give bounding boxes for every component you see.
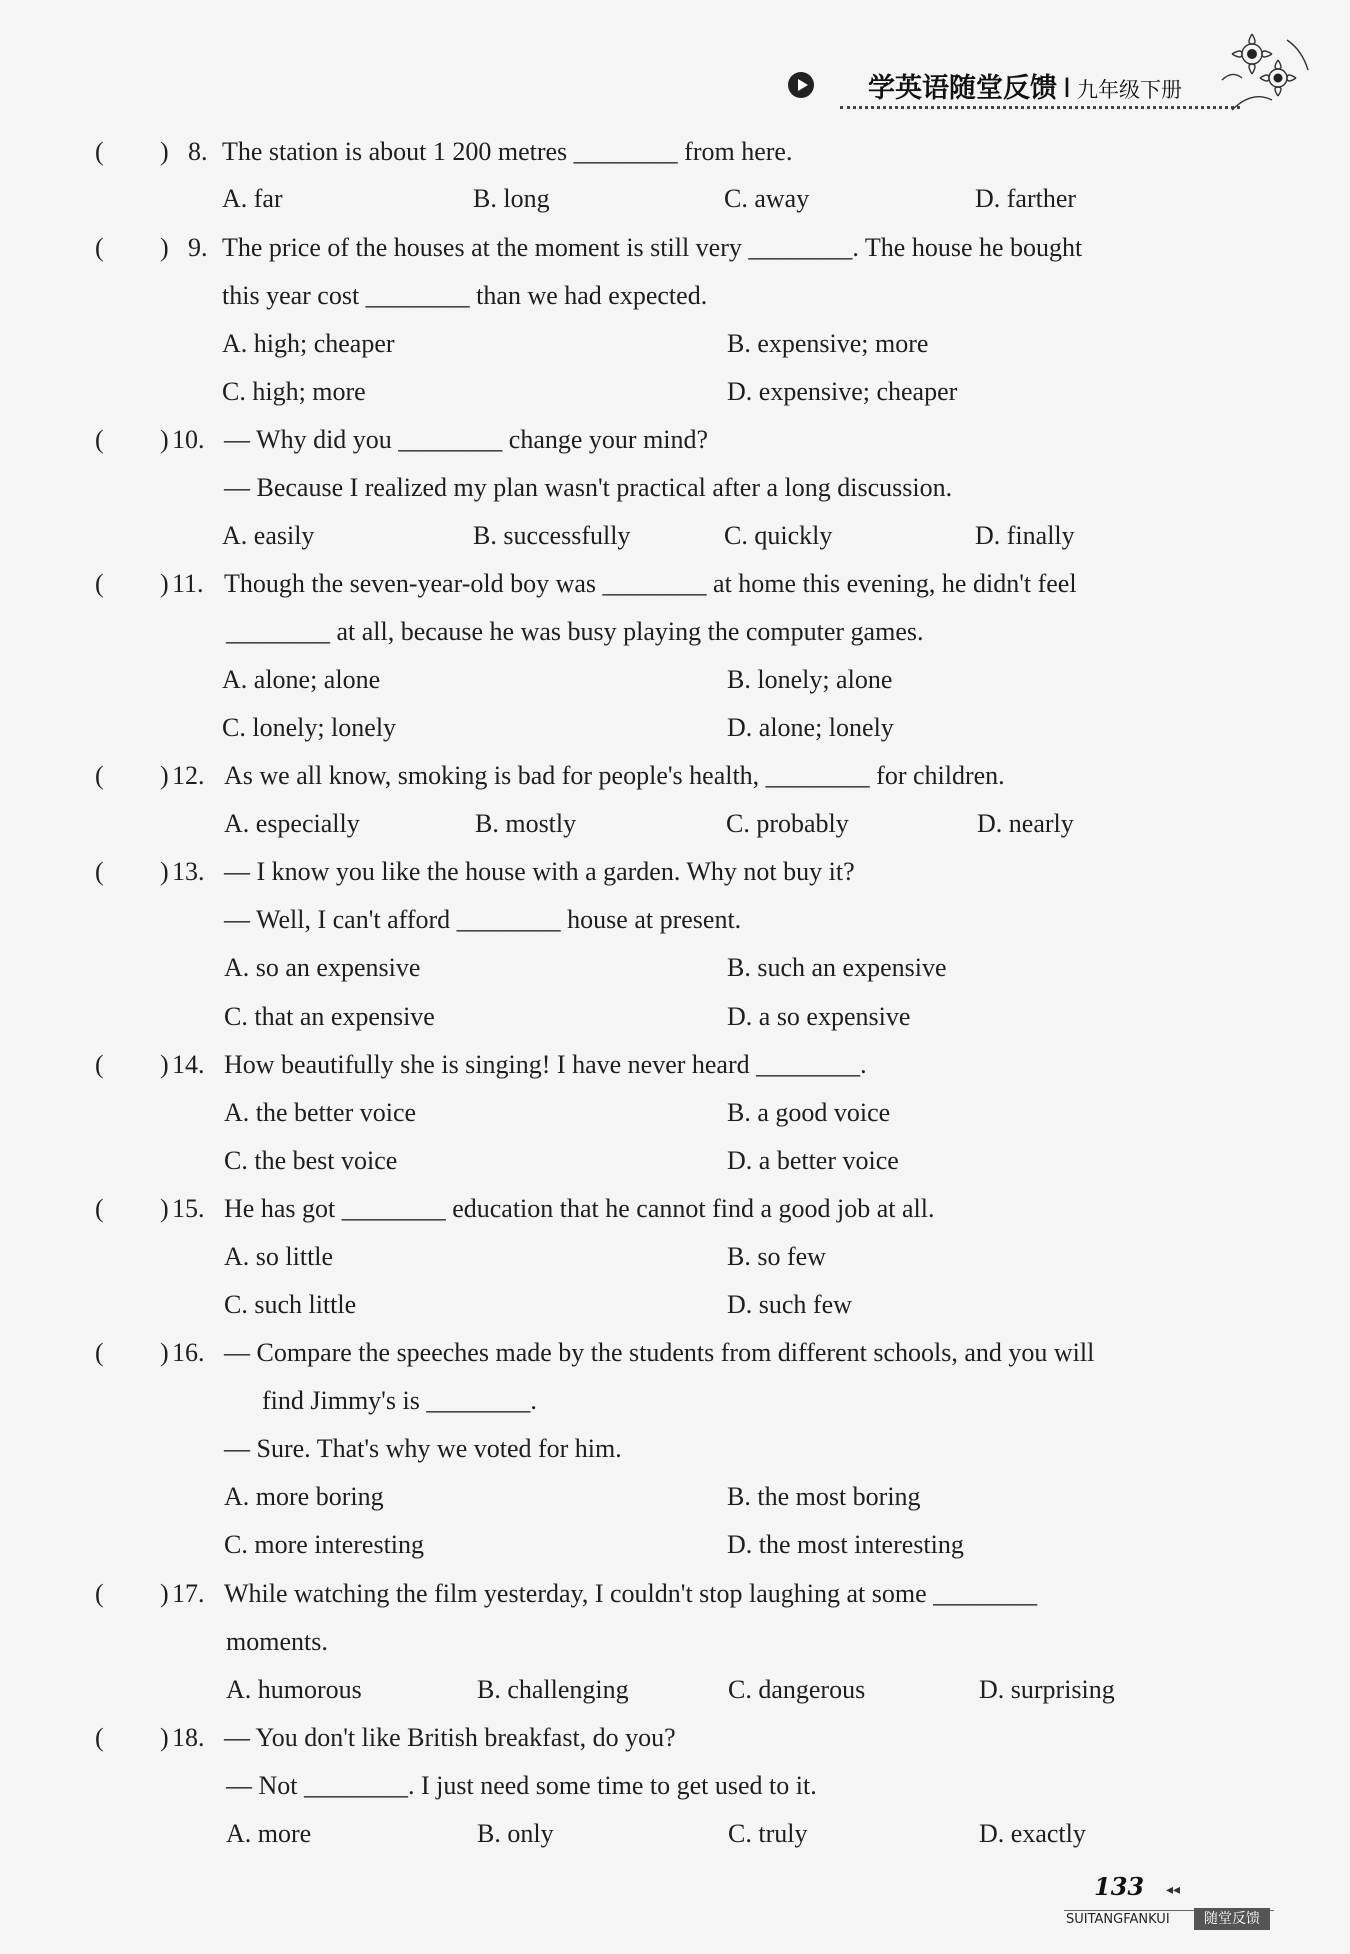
question-8 (0, 128, 1350, 176)
question-13 (0, 848, 1350, 896)
question-18 (0, 1714, 1350, 1762)
option-b[interactable]: B. a good voice (727, 1098, 891, 1127)
question-stem: — I know you like the house with a garden. Why not buy it? (224, 857, 855, 886)
option-b[interactable]: B. successfully (473, 521, 631, 550)
question-number: 10. (172, 425, 205, 454)
answer-blank-close: ) (160, 425, 169, 454)
option-d[interactable]: D. a better voice (727, 1146, 899, 1175)
question-number: 15. (172, 1194, 205, 1223)
question-stem: As we all know, smoking is bad for people's health, ________ for children. (224, 761, 1005, 790)
option-d[interactable]: D. finally (975, 521, 1075, 550)
question-number: 8. (188, 137, 208, 166)
play-icon (788, 72, 814, 98)
answer-blank-close: ) (160, 233, 169, 262)
answer-blank-close: ) (160, 1338, 169, 1367)
question-number: 16. (172, 1338, 205, 1367)
question-stem: — Compare the speeches made by the students from different schools, and you will (224, 1338, 1095, 1367)
page-header (780, 58, 1250, 118)
option-a[interactable]: A. high; cheaper (222, 329, 395, 358)
question-stem: — Why did you ________ change your mind? (224, 425, 709, 454)
question-17 (0, 1570, 1350, 1618)
option-b[interactable]: B. lonely; alone (727, 665, 893, 694)
answer-blank-close: ) (160, 569, 169, 598)
option-a[interactable]: A. so little (224, 1242, 334, 1271)
option-b[interactable]: B. only (477, 1819, 554, 1848)
option-d[interactable]: D. farther (975, 184, 1077, 213)
option-c[interactable]: C. the best voice (224, 1146, 398, 1175)
option-d[interactable]: D. expensive; cheaper (727, 377, 958, 406)
grade-subtitle: 九年级下册 (1076, 78, 1182, 102)
question-11 (0, 560, 1350, 608)
option-c[interactable]: C. away (724, 184, 810, 213)
answer-blank-close: ) (160, 857, 169, 886)
question-stem: The station is about 1 200 metres ________ from here. (222, 137, 793, 166)
question-9 (0, 224, 1350, 272)
question-number: 13. (172, 857, 205, 886)
question-continuation: — Because I realized my plan wasn't practical after a long discussion. (224, 473, 953, 502)
option-d[interactable]: D. the most interesting (727, 1530, 964, 1559)
option-c[interactable]: C. truly (728, 1819, 808, 1848)
footer-tag: 随堂反馈 (1194, 1908, 1270, 1930)
question-number: 12. (172, 761, 205, 790)
option-c[interactable]: C. such little (224, 1290, 357, 1319)
question-continuation: this year cost ________ than we had expected. (222, 281, 708, 310)
answer-blank-close: ) (160, 1050, 169, 1079)
question-stem: While watching the film yesterday, I couldn't stop laughing at some ________ (224, 1579, 1038, 1608)
answer-blank-open[interactable]: ( (95, 1194, 104, 1223)
option-d[interactable]: D. nearly (977, 809, 1074, 838)
answer-blank-open[interactable]: ( (95, 1338, 104, 1367)
option-a[interactable]: A. so an expensive (224, 953, 421, 982)
answer-blank-open[interactable]: ( (95, 425, 104, 454)
question-10 (0, 416, 1350, 464)
option-a[interactable]: A. alone; alone (222, 665, 381, 694)
option-c[interactable]: C. lonely; lonely (222, 713, 397, 742)
answer-blank-close: ) (160, 137, 169, 166)
option-d[interactable]: D. exactly (979, 1819, 1086, 1848)
question-continuation: — Sure. That's why we voted for him. (224, 1434, 622, 1463)
option-d[interactable]: D. alone; lonely (727, 713, 894, 742)
answer-blank-open[interactable]: ( (95, 1723, 104, 1752)
option-a[interactable]: A. easily (222, 521, 315, 550)
question-14 (0, 1041, 1350, 1089)
question-number: 17. (172, 1579, 205, 1608)
question-continuation: moments. (226, 1627, 328, 1656)
option-a[interactable]: A. especially (224, 809, 360, 838)
answer-blank-close: ) (160, 1723, 169, 1752)
question-stem: — You don't like British breakfast, do you? (224, 1723, 676, 1752)
answer-blank-open[interactable]: ( (95, 137, 104, 166)
question-15 (0, 1185, 1350, 1233)
option-a[interactable]: A. more (226, 1819, 312, 1848)
option-b[interactable]: B. expensive; more (727, 329, 929, 358)
question-16 (0, 1329, 1350, 1377)
option-a[interactable]: A. more boring (224, 1482, 384, 1511)
brand-name: 学英语随堂反馈 (868, 73, 1057, 104)
question-stem: Though the seven-year-old boy was ________ at home this evening, he didn't feel (224, 569, 1077, 598)
book-title (868, 66, 1182, 105)
option-b[interactable]: B. mostly (475, 809, 577, 838)
option-c[interactable]: C. dangerous (728, 1675, 866, 1704)
question-12 (0, 752, 1350, 800)
question-number: 9. (188, 233, 208, 262)
option-b[interactable]: B. so few (727, 1242, 826, 1271)
option-a[interactable]: A. far (222, 184, 283, 213)
question-continuation: — Well, I can't afford ________ house at present. (224, 905, 742, 934)
option-b[interactable]: B. such an expensive (727, 953, 947, 982)
arrow-icon: ◂◂ (1166, 1883, 1181, 1898)
title-separator: I (1063, 73, 1071, 104)
question-stem: How beautifully she is singing! I have never heard ________. (224, 1050, 867, 1079)
answer-blank-open[interactable]: ( (95, 1050, 104, 1079)
answer-blank-open[interactable]: ( (95, 233, 104, 262)
option-c[interactable]: C. high; more (222, 377, 366, 406)
question-stem: The price of the houses at the moment is still very ________. The house he bought (222, 233, 1083, 262)
answer-blank-open[interactable]: ( (95, 1579, 104, 1608)
option-d[interactable]: D. such few (727, 1290, 852, 1319)
page-number: 133 (1094, 1872, 1145, 1901)
header-dotted-rule (840, 106, 1240, 109)
question-continuation: ________ at all, because he was busy playing the computer games. (226, 617, 924, 646)
answer-blank-open[interactable]: ( (95, 761, 104, 790)
option-c[interactable]: C. quickly (724, 521, 833, 550)
question-continuation: find Jimmy's is ________. (262, 1386, 537, 1415)
option-d[interactable]: D. surprising (979, 1675, 1115, 1704)
option-c[interactable]: C. more interesting (224, 1530, 425, 1559)
flower-decoration-icon (1212, 20, 1322, 130)
option-b[interactable]: B. the most boring (727, 1482, 921, 1511)
answer-blank-open[interactable]: ( (95, 857, 104, 886)
question-continuation: — Not ________. I just need some time to get used to it. (226, 1771, 817, 1800)
option-c[interactable]: C. probably (726, 809, 849, 838)
option-d[interactable]: D. a so expensive (727, 1002, 911, 1031)
option-c[interactable]: C. that an expensive (224, 1002, 435, 1031)
question-stem: He has got ________ education that he cannot find a good job at all. (224, 1194, 935, 1223)
option-a[interactable]: A. the better voice (224, 1098, 417, 1127)
option-b[interactable]: B. long (473, 184, 550, 213)
option-a[interactable]: A. humorous (226, 1675, 362, 1704)
footer-pinyin: SUITANGFANKUI (1066, 1912, 1170, 1927)
question-number: 18. (172, 1723, 205, 1752)
question-number: 14. (172, 1050, 205, 1079)
answer-blank-close: ) (160, 1194, 169, 1223)
answer-blank-close: ) (160, 1579, 169, 1608)
option-b[interactable]: B. challenging (477, 1675, 629, 1704)
question-number: 11. (172, 569, 204, 598)
answer-blank-open[interactable]: ( (95, 569, 104, 598)
answer-blank-close: ) (160, 761, 169, 790)
